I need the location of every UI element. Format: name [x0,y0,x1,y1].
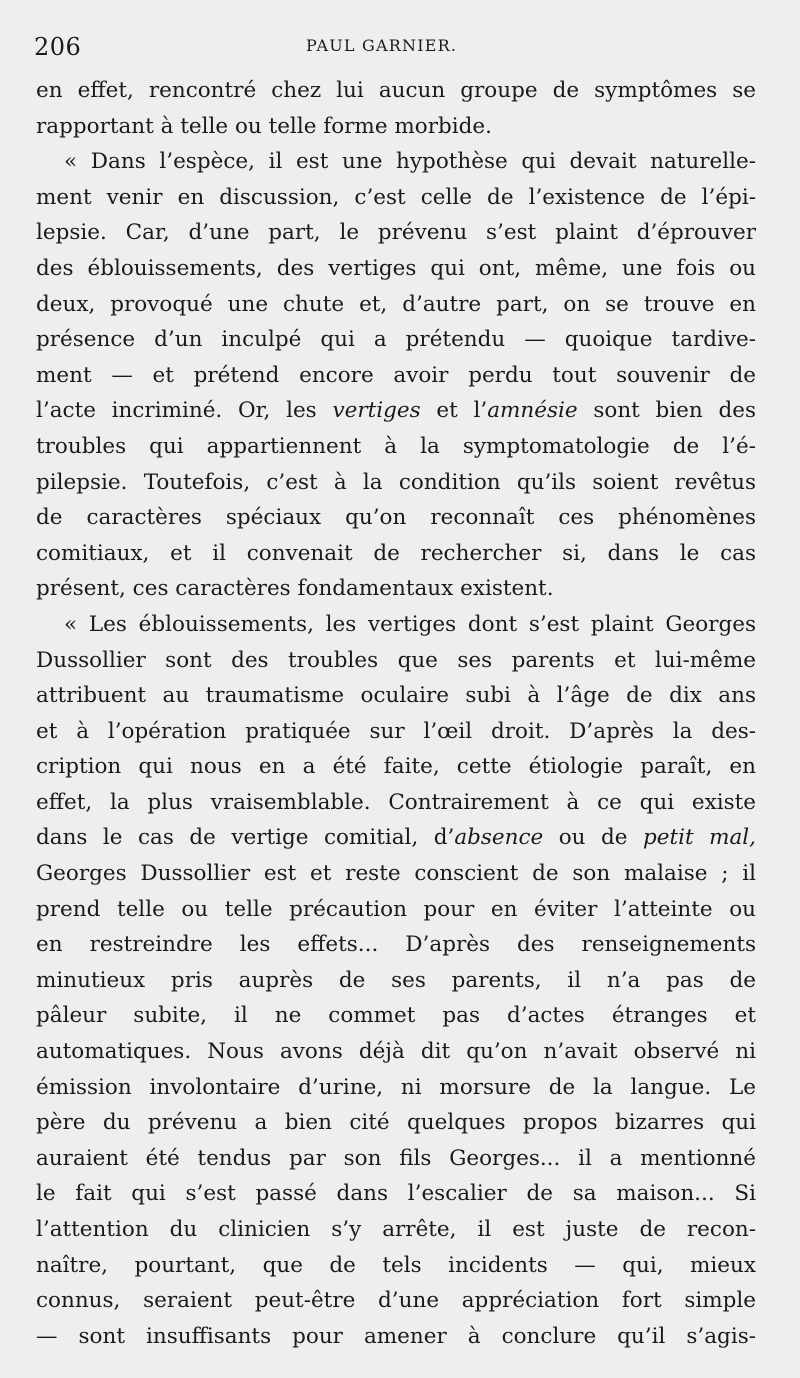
text-line: « Les éblouissements, les vertiges dont s’est plaint Georges [64,611,756,637]
text-segment: et l’ [420,398,488,424]
text-line: ment — et prétend encore avoir perdu tout souvenir de [36,362,756,388]
text-line: émission involontaire d’urine, ni morsure de la langue. Le [36,1074,756,1100]
text-line: présent, ces caractères fondamentaux existent. [36,576,554,602]
text-segment: sont bien des [577,398,756,424]
text-line: Dussollier sont des troubles que ses parents et lui-même [36,647,756,673]
text-line: comitiaux, et il convenait de rechercher si, dans le cas [36,540,756,566]
italic-term: vertiges [332,398,421,424]
text-line [36,820,756,856]
text-line: père du prévenu a bien cité quelques propos bizarres qui [36,1110,756,1136]
text-line: auraient été tendus par son fils Georges... il a mentionné [36,1145,756,1171]
text-line: de caractères spéciaux qu’on reconnaît ces phénomènes [36,505,756,531]
text-line: l’attention du clinicien s’y arrête, il est juste de recon- [36,1217,756,1242]
text-line: prend telle ou telle précaution pour en éviter l’atteinte ou [36,896,756,922]
text-line: automatiques. Nous avons déjà dit qu’on n’avait observé ni [36,1039,756,1065]
text-line: « Dans l’espèce, il est une hypothèse qui devait naturelle- [64,149,756,175]
page-header [34,33,764,69]
italic-term: absence [454,825,544,851]
text-line: Georges Dussollier est et reste conscient de son malaise ; il [36,861,756,887]
text-segment: dans le cas de vertige comitial, d’ [36,825,455,851]
text-segment: ou de [543,825,643,851]
text-line: minutieux pris auprès de ses parents, il n’a pas de [36,967,756,993]
text-line: présence d’un inculpé qui a prétendu — quoique tardive- [36,327,756,353]
text-line: en effet, rencontré chez lui aucun groupe de symptômes se [36,78,756,103]
text-line: des éblouissements, des vertiges qui ont, même, une fois ou [36,255,756,281]
italic-term: amnésie [487,398,578,424]
text-line [36,393,756,429]
text-line: pilepsie. Toutefois, c’est à la condition qu’ils soient revêtus [36,469,756,495]
text-line: lepsie. Car, d’une part, le prévenu s’est plaint d’éprouver [36,220,756,246]
body-text [36,73,756,1354]
text-line: — sont insuffisants pour amener à conclure qu’il s’agis- [36,1323,756,1349]
text-line: deux, provoqué une chute et, d’autre part, on se trouve en [36,291,756,317]
text-line: connus, seraient peut-être d’une appréciation fort simple [36,1288,756,1314]
text-line: rapportant à telle ou telle forme morbide. [36,113,492,139]
text-line: le fait qui s’est passé dans l’escalier de sa maison... Si [36,1181,756,1207]
page-number: 206 [34,33,82,61]
text-line: et à l’opération pratiquée sur l’œil droit. D’après la des- [36,718,756,744]
text-line: troubles qui appartiennent à la symptomatologie de l’é- [36,433,756,459]
text-line: cription qui nous en a été faite, cette étiologie paraît, en [36,754,756,780]
text-line: pâleur subite, il ne commet pas d’actes étranges et [36,1003,756,1029]
text-line: ment venir en discussion, c’est celle de l’existence de l’épi- [36,184,756,210]
text-segment: l’acte incriminé. Or, les [36,398,333,424]
italic-term: petit mal, [642,825,756,851]
text-line: attribuent au traumatisme oculaire subi à l’âge de dix ans [36,683,756,709]
running-head: PAUL GARNIER. [306,36,458,55]
text-line: en restreindre les effets... D’après des renseignements [36,932,756,958]
text-line: naître, pourtant, que de tels incidents — qui, mieux [36,1252,756,1278]
text-line: effet, la plus vraisemblable. Contrairement à ce qui existe [36,789,756,815]
